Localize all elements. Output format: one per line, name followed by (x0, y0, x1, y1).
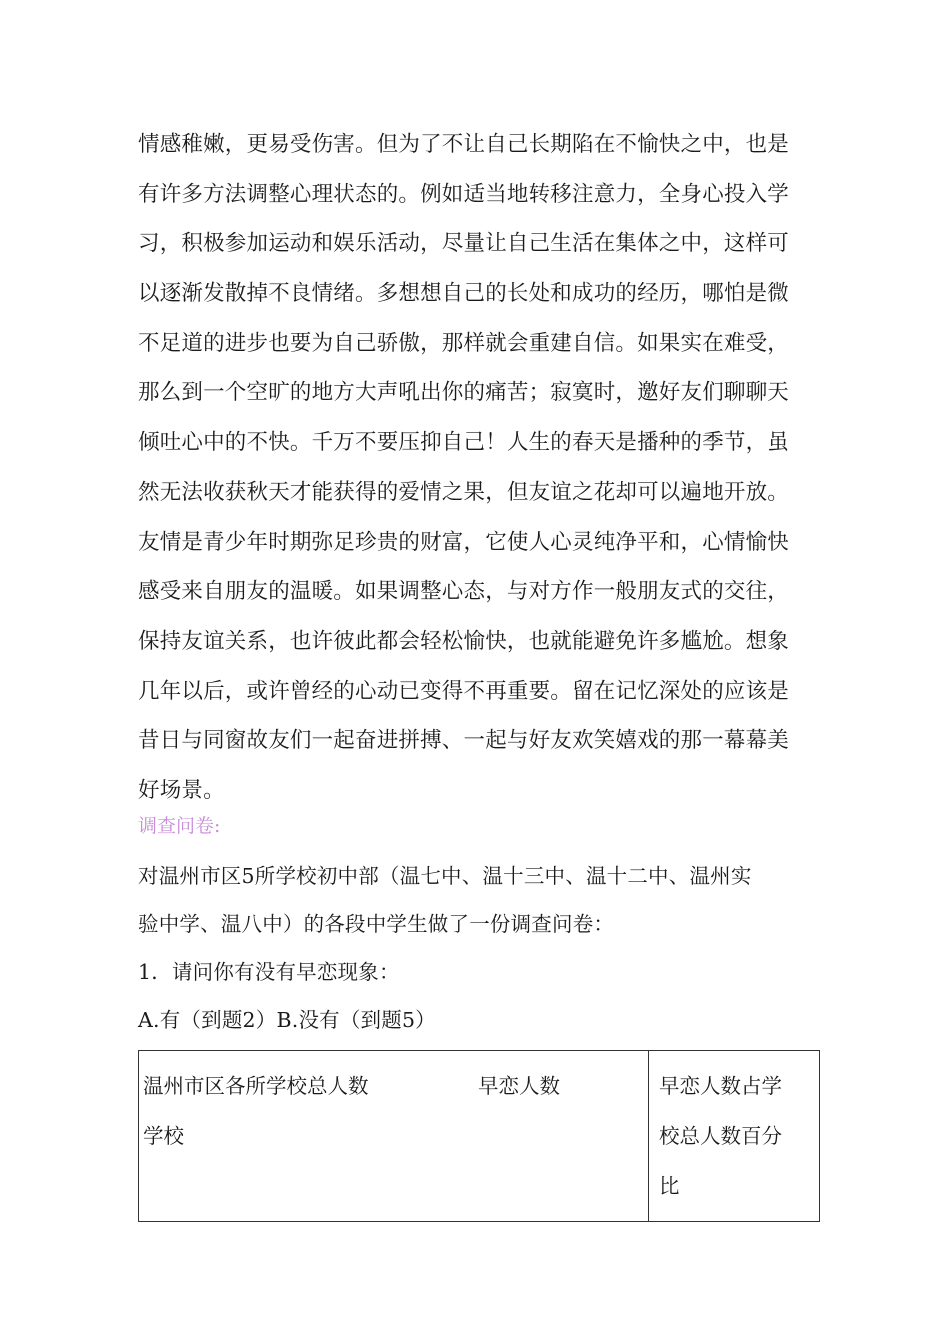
table-cell-percent (649, 1051, 820, 1222)
paragraph-line: 感受来自朋友的温暖。如果调整心态，与对方作一般朋友式的交往， (138, 579, 790, 605)
paragraph-line: 几年以后，或许曾经的心动已变得不再重要。留在记忆深处的应该是 (138, 678, 790, 704)
paragraph-line: 倾吐心中的不快。千万不要压抑自己！人生的春天是播种的季节，虽 (138, 430, 790, 456)
paragraph-line: 昔日与同窗故友们一起奋进拼搏、一起与好友欢笑嬉戏的那一幕幕美 (138, 728, 790, 754)
paragraph-line: 以逐渐发散掉不良情绪。多想想自己的长处和成功的经历，哪怕是微 (138, 281, 790, 307)
cell-text: 早恋人数 (478, 1074, 560, 1098)
survey-line: 验中学、温八中）的各段中学生做了一份调查问卷： (138, 912, 615, 936)
survey-table (138, 1050, 820, 1222)
survey-question: 1．请问你有没有早恋现象： (138, 960, 400, 984)
survey-options: A.有（到题2）B.没有（到题5） (138, 1008, 436, 1032)
table-cell-school (139, 1051, 649, 1222)
paragraph-line: 友情是青少年时期弥足珍贵的财富，它使人心灵纯净平和，心情愉快 (138, 529, 790, 555)
paragraph-line: 情感稚嫩，更易受伤害。但为了不让自己长期陷在不愉快之中，也是 (138, 132, 790, 157)
paragraph-line: 不足道的进步也要为自己骄傲，那样就会重建自信。如果实在难受， (138, 330, 790, 356)
cell-text: 学校 (143, 1124, 184, 1148)
survey-line: 对温州市区5所学校初中部（温七中、温十三中、温十二中、温州实 (138, 864, 752, 888)
paragraph-line: 那么到一个空旷的地方大声吼出你的痛苦；寂寞时，邀好友们聊聊天 (138, 380, 790, 406)
body-paragraph (138, 120, 828, 816)
paragraph-line: 保持友谊关系，也许彼此都会轻松愉快，也就能避免许多尴尬。想象 (138, 628, 790, 654)
paragraph-line: 有许多方法调整心理状态的。例如适当地转移注意力，全身心投入学 (138, 181, 790, 207)
paragraph-line: 习，积极参加运动和娱乐活动，尽量让自己生活在集体之中，这样可 (138, 231, 790, 257)
cell-text: 校总人数百分 (659, 1124, 782, 1148)
cell-text: 温州市区各所学校总人数 (143, 1074, 369, 1098)
cell-text: 比 (659, 1174, 680, 1198)
section-title: 调查问卷: (138, 815, 221, 837)
paragraph-line: 好场景。 (138, 777, 225, 803)
survey-intro (138, 852, 828, 1044)
cell-text: 早恋人数占学 (659, 1074, 782, 1098)
table-row (139, 1051, 820, 1222)
paragraph-line: 然无法收获秋天才能获得的爱情之果，但友谊之花却可以遍地开放。 (138, 479, 790, 505)
